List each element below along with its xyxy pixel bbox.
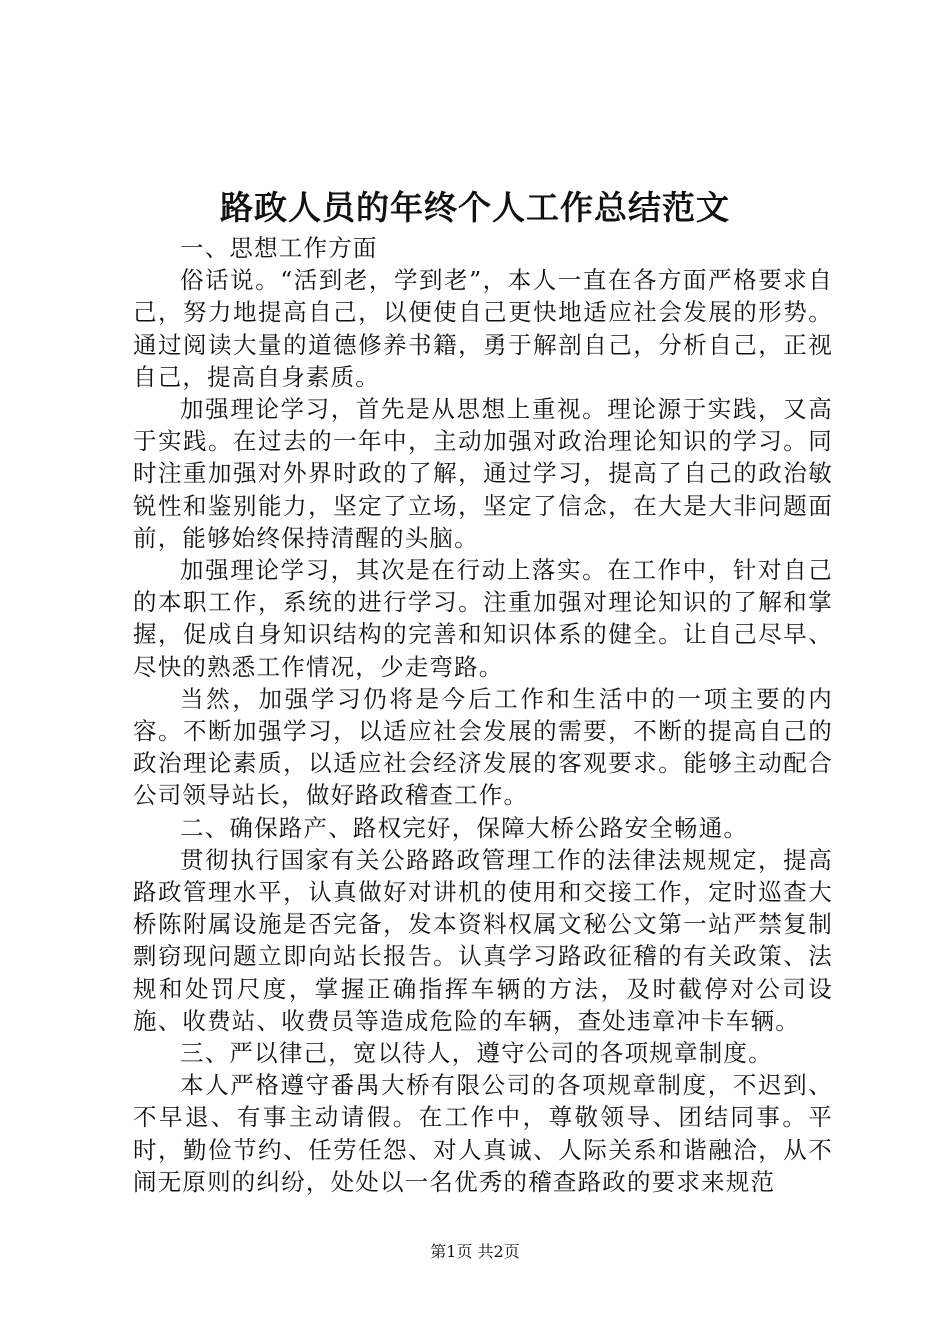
- section-heading-2: 二、确保路产、路权完好，保障大桥公路安全畅通。: [180, 813, 749, 842]
- paragraph-2: 加强理论学习，首先是从思想上重视。理论源于实践，又高于实践。在过去的一年中，主动加强对政治理论知识的学习。同时注重加强对外界时政的了解，通过学习，提高了自己的政治敏锐性和鉴别能力，坚定了立场，坚定了信念，在大是大非问题面前，能够始终保持清醒的头脑。: [133, 395, 833, 552]
- page-footer: 第1页 共2页: [430, 1242, 520, 1261]
- section-heading-3: 三、严以律己，宽以待人，遵守公司的各项规章制度。: [180, 1039, 773, 1068]
- document-title: 路政人员的年终个人工作总结范文: [220, 188, 730, 227]
- section-heading-1: 一、思想工作方面: [180, 234, 378, 262]
- document-body: [133, 232, 833, 1198]
- paragraph-6: 本人严格遵守番禺大桥有限公司的各项规章制度，不迟到、不早退、有事主动请假。在工作中，尊敬领导、团结同事。平时，勤俭节约、任劳任怨、对人真诚、人际关系和谐融洽，从不闹无原则的纠纷，处处以一名优秀的稽查路政的要求来规范: [133, 1071, 833, 1196]
- paragraph-1: 俗话说。“活到老，学到老”，本人一直在各方面严格要求自己，努力地提高自己，以便使自己更快地适应社会发展的形势。通过阅读大量的道德修养书籍，勇于解剖自己，分析自己，正视自己，提高自身素质。: [133, 266, 833, 391]
- paragraph-3: 加强理论学习，其次是在行动上落实。在工作中，针对自己的本职工作，系统的进行学习。注重加强对理论知识的了解和掌握，促成自身知识结构的完善和知识体系的健全。让自己尽早、尽快的熟悉工作情况，少走弯路。: [133, 556, 833, 681]
- paragraph-5: 贯彻执行国家有关公路路政管理工作的法律法规规定，提高路政管理水平，认真做好对讲机的使用和交接工作，定时巡查大桥陈附属设施是否完备，发本资料权属文秘公文第一站严禁复制剽窃现问题立即向站长报告。认真学习路政征稽的有关政策、法规和处罚尺度，掌握正确指挥车辆的方法，及时截停对公司设施、收费站、收费员等造成危险的车辆，查处违章冲卡车辆。: [133, 845, 833, 1035]
- paragraph-4: 当然，加强学习仍将是今后工作和生活中的一项主要的内容。不断加强学习，以适应社会发展的需要，不断的提高自己的政治理论素质，以适应社会经济发展的客观要求。能够主动配合公司领导站长，做好路政稽查工作。: [133, 684, 833, 810]
